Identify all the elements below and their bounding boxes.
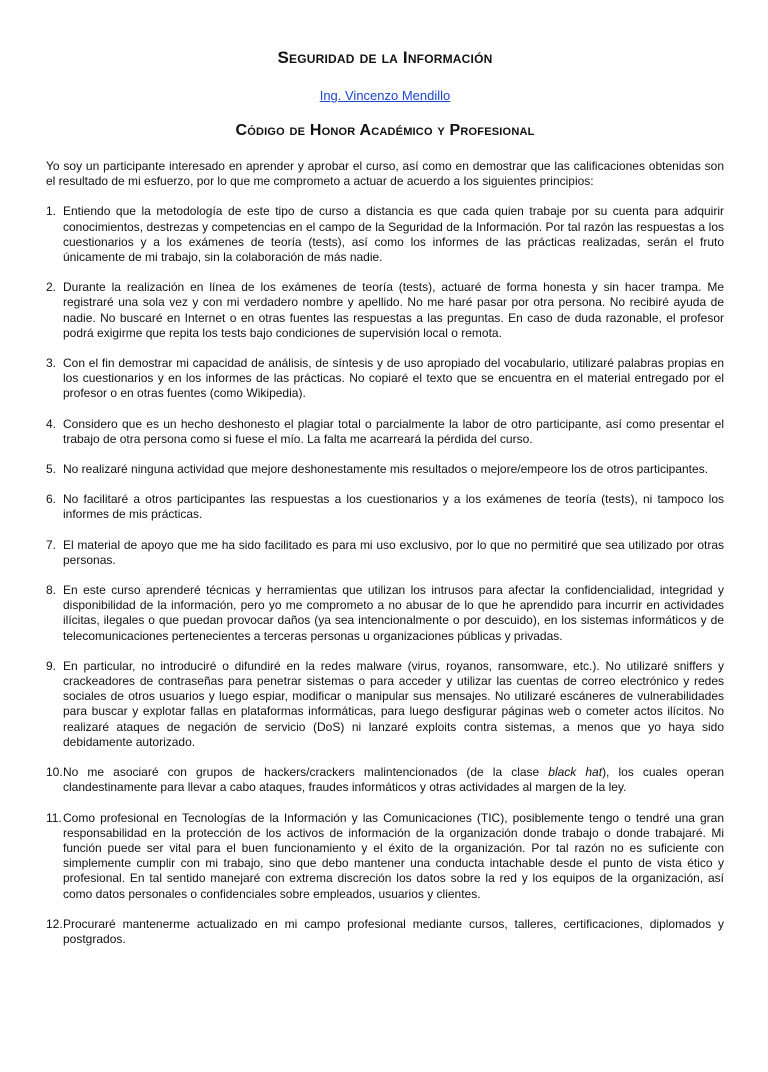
item-text: Considero que es un hecho deshonesto el plagiar total o parcialmente la labor de otro participante, así como presentar el trabajo de otra persona como si fuese el mío. La falta me acarreará la pérdida del curso.: [63, 416, 724, 446]
item-text: Como profesional en Tecnologías de la Información y las Comunicaciones (TIC), posiblemente tengo o tendré una gran responsabilidad en la protección de los activos de información de la organización donde trabajo o donde trabajaré. Mi función puede ser vital para el buen funcionamiento y el éxito de la organización. Por tal razón no es suficiente con simplemente cumplir con mi trabajo, sino que debo mantener una conducta intachable desde el punto de vista ético y profesional. En tal sentido manejaré con extrema discreción los datos sobre la red y los equipos de la organización, así como datos personales o confidenciales sobre empleados, usuarios y clientes.: [63, 810, 724, 901]
list-item: [46, 659, 724, 750]
list-item: [46, 811, 724, 902]
item-text: En particular, no introduciré o difundiré en la redes malware (virus, royanos, ransomware, etc.). No utilizaré sniffers y crackeadores de contraseñas para penetrar sistemas o para acceder y utilizar las cuentas de correo electrónico y redes sociales de otros usuarios y luego espiar, modificar o manipular sus mensajes. No utilizaré escáneres de vulnerabilidades para buscar y explotar fallas en plataformas informáticas, para luego desfigurar páginas web o cometer actos ilícitos. No realizaré ataques de negación de servicio (DoS) ni lanzaré exploits contra sistemas, a menos que yo haya sido debidamente autorizado.: [63, 658, 724, 749]
item-number: 1.: [46, 204, 57, 219]
item-number: 10.: [46, 765, 63, 780]
item-text: Procuraré mantenerme actualizado en mi campo profesional mediante cursos, talleres, certificaciones, diplomados y postgrados.: [63, 916, 724, 946]
list-item: [46, 492, 724, 522]
item-text: Entiendo que la metodología de este tipo de curso a distancia es que cada quien trabaje por su cuenta para adquirir conocimientos, destrezas y competencias en el campo de la Seguridad de la Información. Por tal razón las respuestas a los cuestionarios y a los exámenes de teoría (tests), así como los informes de las prácticas realizadas, serán el fruto únicamente de mi trabajo, sin la colaboración de más nadie.: [63, 204, 724, 265]
item-number: 4.: [46, 416, 57, 431]
item-text-before: No me asociaré con grupos de hackers/crackers malintencionados (de la clase: [63, 765, 549, 780]
principles-list: [46, 204, 724, 947]
intro-paragraph: Yo soy un participante interesado en aprender y aprobar el curso, así como en demostrar que las calificaciones obtenidas son el resultado de mi esfuerzo, por lo que me comprometo a actuar de acuerdo a los siguientes principios:: [46, 159, 724, 189]
list-item: [46, 356, 724, 402]
list-item: [46, 417, 724, 447]
list-item: [46, 462, 724, 477]
list-item: [46, 538, 724, 568]
item-text: Durante la realización en línea de los exámenes de teoría (tests), actuaré de forma honesta y sin hacer trampa. Me registraré una sola vez y con mi verdadero nombre y apellido. No me haré pasar por otra persona. No recibiré ayuda de nadie. No buscaré en Internet o en otras fuentes las respuestas a las preguntas. En caso de duda razonable, el profesor podrá exigirme que repita los tests bajo condiciones de supervisión local o remota.: [63, 280, 724, 340]
document-page: [0, 48, 768, 1072]
item-text-after: ), los cuales operan clandestinamente para llevar a cabo ataques, fraudes informáticos y otras actividades al margen de la ley.: [63, 765, 724, 795]
author-link[interactable]: Ing. Vincenzo Mendillo: [319, 88, 451, 103]
item-text: En este curso aprenderé técnicas y herramientas que utilizan los intrusos para afectar la confidencialidad, integridad y disponibilidad de la información, pero yo me comprometo a no abusar de lo que he aprendido para incurrir en actividades ilícitas, ilegales o que puedan provocar daños (ya sea intencionalmente o por descuido), en los sistemas informáticos y de telecomunicaciones pertenecientes a terceras personas u organizaciones públicas y privadas.: [63, 583, 724, 643]
item-number: 11.: [46, 810, 62, 825]
item-text: Con el fin demostrar mi capacidad de análisis, de síntesis y de uso apropiado del vocabulario, utilizaré palabras propias en los cuestionarios y en los informes de las prácticas. No copiaré el texto que se encuentra en el material entregado por el profesor o en otras fuentes (como Wikipedia).: [63, 356, 724, 401]
item-number: 8.: [46, 583, 57, 598]
item-number: 6.: [46, 492, 57, 507]
item-text-emphasis: black hat: [548, 765, 603, 780]
item-text: No realizaré ninguna actividad que mejore deshonestamente mis resultados o mejore/empeore los de otros participantes.: [63, 462, 709, 477]
item-number: 5.: [46, 462, 57, 477]
list-item: [46, 204, 724, 265]
item-text: No facilitaré a otros participantes las respuestas a los cuestionarios y a los exámenes de teoría (tests), ni tampoco los informes de mis prácticas.: [63, 492, 724, 522]
item-text: El material de apoyo que me ha sido facilitado es para mi uso exclusivo, por lo que no permitiré que sea utilizado por otras personas.: [63, 537, 724, 567]
author-line: [46, 88, 724, 103]
document-title: Seguridad de la Información: [277, 48, 493, 67]
list-item: [46, 583, 724, 644]
list-item: [46, 280, 724, 341]
list-item: [46, 765, 724, 795]
item-number: 7.: [46, 537, 57, 552]
item-number: 2.: [46, 280, 57, 295]
item-number: 9.: [46, 658, 57, 673]
document-subtitle: Código de Honor Académico y Profesional: [235, 122, 535, 139]
list-item: [46, 917, 724, 947]
item-number: 12.: [46, 916, 63, 931]
item-number: 3.: [46, 356, 57, 371]
